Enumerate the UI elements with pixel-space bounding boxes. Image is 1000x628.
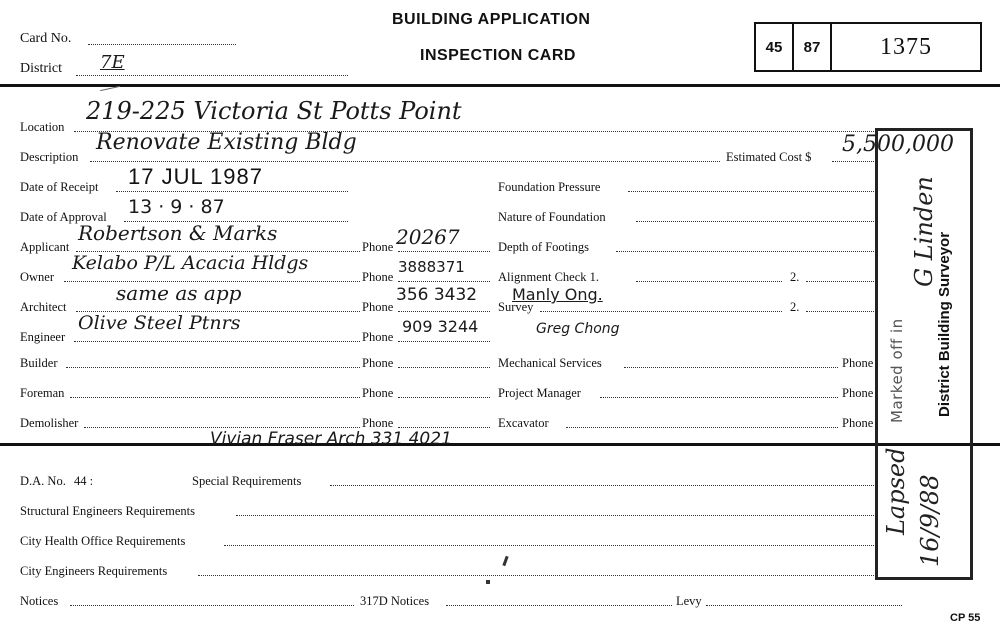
architect-phone-line <box>398 311 490 312</box>
mechanical-phone-label: Phone <box>842 356 874 370</box>
notices-label: Notices <box>20 594 59 608</box>
project-manager-line <box>600 397 838 398</box>
top-rule <box>0 84 1000 87</box>
mechanical-services-label: Mechanical Services <box>498 356 602 370</box>
speck <box>486 580 490 584</box>
number-cell-1: 45 <box>756 24 794 70</box>
structural-engineers-line <box>236 515 874 516</box>
estimated-cost-label: Estimated Cost $ <box>726 150 812 164</box>
notices-317d-label: 317D Notices <box>360 594 430 608</box>
card-number-box <box>754 22 982 72</box>
alignment-check-line-1 <box>636 281 782 282</box>
excavator-line <box>566 427 838 428</box>
date-of-receipt-label: Date of Receipt <box>20 180 99 194</box>
survey-2-label: 2. <box>790 300 800 314</box>
survey-label: Survey <box>498 300 534 314</box>
foundation-pressure-label: Foundation Pressure <box>498 180 601 194</box>
district-label: District <box>20 61 62 76</box>
district-value: 7E <box>100 52 125 73</box>
applicant-phone-value: 20267 <box>396 225 460 249</box>
foreman-line <box>70 397 360 398</box>
owner-phone-label: Phone <box>362 270 394 284</box>
location-value: 219-225 Victoria St Potts Point <box>86 97 462 125</box>
owner-phone-value: 3888371 <box>398 258 465 276</box>
nature-of-foundation-line <box>636 221 874 222</box>
nature-of-foundation-label: Nature of Foundation <box>498 210 606 224</box>
date-of-receipt-stamp: 17 JUL 1987 <box>128 164 263 189</box>
engineer-line <box>74 341 360 342</box>
foreman-phone-line <box>398 397 490 398</box>
survey-line-1 <box>540 311 782 312</box>
builder-phone-line <box>398 367 490 368</box>
description-value: Renovate Existing Bldg <box>96 130 357 155</box>
engineer-value: Olive Steel Ptnrs <box>78 312 241 334</box>
special-requirements-label: Special Requirements <box>192 474 302 488</box>
depth-of-footings-line <box>616 251 874 252</box>
district-line <box>76 75 348 76</box>
depth-of-footings-label: Depth of Footings <box>498 240 589 254</box>
form-title-line2: INSPECTION CARD <box>420 47 576 64</box>
builder-phone-label: Phone <box>362 356 394 370</box>
city-health-label: City Health Office Requirements <box>20 534 186 548</box>
middle-rule <box>0 443 1000 446</box>
special-requirements-line <box>330 485 874 486</box>
lapsed-stamp-box <box>875 128 973 580</box>
estimated-cost-line <box>832 161 876 162</box>
owner-phone-line <box>398 281 490 282</box>
project-manager-label: Project Manager <box>498 386 581 400</box>
location-label: Location <box>20 120 65 134</box>
form-code: CP 55 <box>950 612 981 624</box>
foreman-label: Foreman <box>20 386 65 400</box>
handwritten-note: Vivian Fraser Arch 331 4021 <box>210 429 452 449</box>
excavator-phone-label: Phone <box>842 416 874 430</box>
builder-label: Builder <box>20 356 58 370</box>
alignment-check-label: Alignment Check 1. <box>498 270 600 284</box>
stamp-lapsed-date: 16/9/88 <box>916 474 944 567</box>
engineer-phone-value: 909 3244 <box>402 317 479 336</box>
applicant-phone-line <box>398 251 490 252</box>
date-of-approval-label: Date of Approval <box>20 210 107 224</box>
stamp-signature: G Linden <box>910 176 938 287</box>
engineer-note: Greg Chong <box>536 321 620 337</box>
project-manager-phone-label: Phone <box>842 386 874 400</box>
speck <box>502 556 508 566</box>
applicant-phone-label: Phone <box>362 240 394 254</box>
stamp-lapsed: Lapsed <box>882 447 910 535</box>
survey-value: Manly Ong. <box>512 285 603 304</box>
structural-engineers-label: Structural Engineers Requirements <box>20 504 195 518</box>
city-engineers-line <box>198 575 874 576</box>
form-title-line1: BUILDING APPLICATION <box>392 11 591 28</box>
architect-value: same as app <box>116 281 242 305</box>
foundation-pressure-line <box>628 191 874 192</box>
stamp-district-building-surveyor: District Building Surveyor <box>936 231 953 417</box>
description-line <box>90 161 720 162</box>
number-cell-2: 87 <box>794 24 832 70</box>
applicant-value: Robertson & Marks <box>78 221 278 245</box>
mechanical-services-line <box>624 367 838 368</box>
alignment-check-line-2 <box>806 281 874 282</box>
demolisher-label: Demolisher <box>20 416 79 430</box>
applicant-label: Applicant <box>20 240 70 254</box>
alignment-check-2-label: 2. <box>790 270 800 284</box>
card-no-label: Card No. <box>20 31 72 46</box>
survey-line-2 <box>806 311 874 312</box>
engineer-phone-line <box>398 341 490 342</box>
stamp-marked-off: Marked off in <box>888 318 906 423</box>
architect-phone-value: 356 3432 <box>396 285 478 305</box>
date-of-approval-value: 13 · 9 · 87 <box>128 196 225 218</box>
description-label: Description <box>20 150 79 164</box>
notices-317d-line <box>446 605 672 606</box>
engineer-label: Engineer <box>20 330 66 344</box>
architect-phone-label: Phone <box>362 300 394 314</box>
levy-line <box>706 605 902 606</box>
foreman-phone-label: Phone <box>362 386 394 400</box>
owner-label: Owner <box>20 270 55 284</box>
demolisher-phone-label: Phone <box>362 416 394 430</box>
levy-label: Levy <box>676 594 702 608</box>
builder-line <box>66 367 360 368</box>
engineer-phone-label: Phone <box>362 330 394 344</box>
da-no-label: D.A. No. <box>20 474 66 488</box>
excavator-label: Excavator <box>498 416 549 430</box>
notices-line <box>70 605 354 606</box>
da-no-value: 44 : <box>74 474 94 488</box>
city-engineers-label: City Engineers Requirements <box>20 564 168 578</box>
card-no-line <box>88 44 236 45</box>
date-of-receipt-line <box>116 191 348 192</box>
speck <box>100 86 120 91</box>
city-health-line <box>224 545 874 546</box>
number-cell-3: 1375 <box>880 33 932 60</box>
estimated-cost-value: 5,500,000 <box>842 132 954 157</box>
owner-value: Kelabo P/L Acacia Hldgs <box>72 252 309 274</box>
architect-label: Architect <box>20 300 67 314</box>
